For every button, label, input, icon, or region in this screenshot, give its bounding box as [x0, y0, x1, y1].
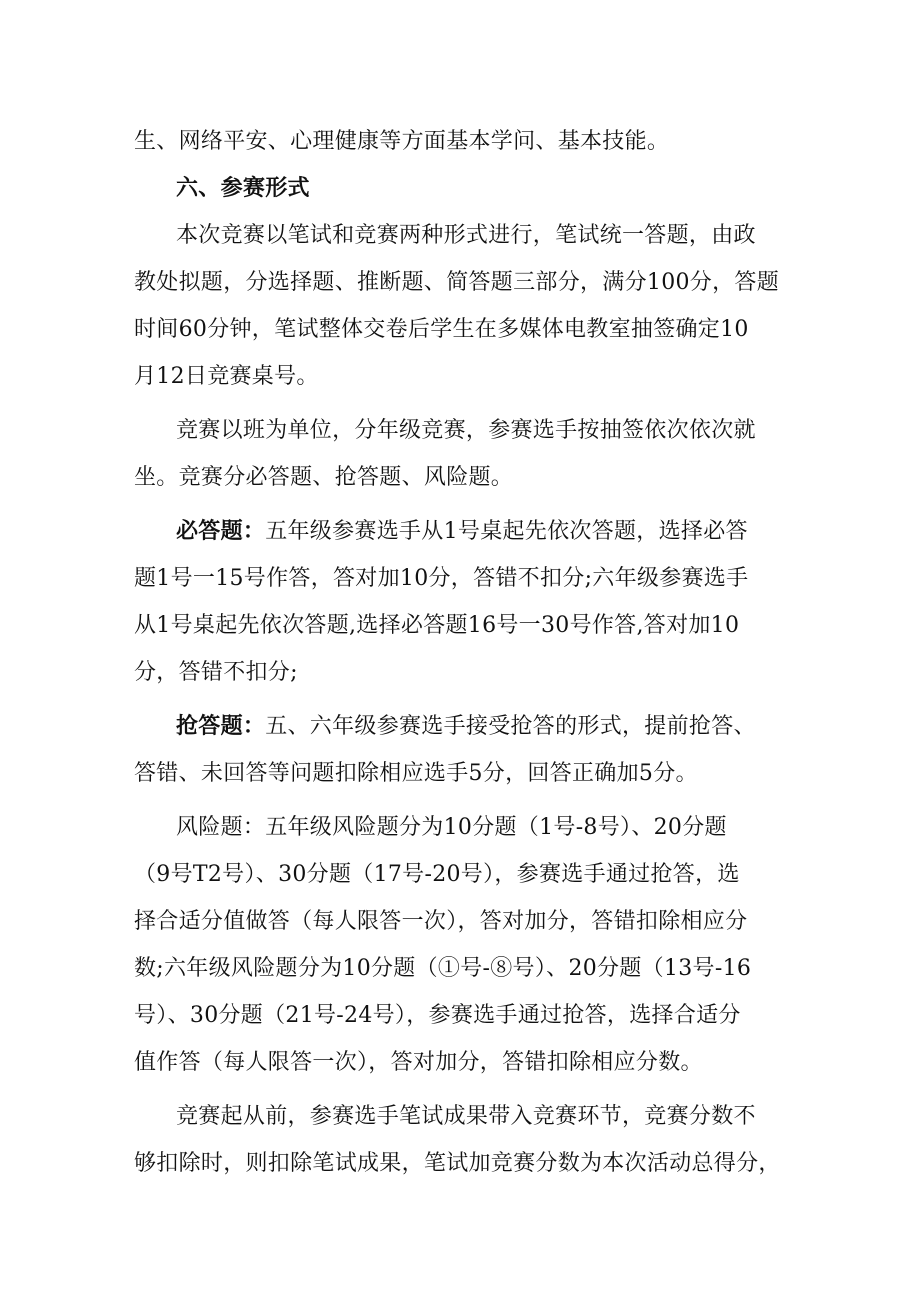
text-line: 值作答（每人限答一次），答对加分，答错扣除相应分数。 — [134, 1050, 703, 1075]
text-line: 本次竞赛以笔试和竞赛两种形式进行，笔试统一答题，由政 — [176, 223, 756, 248]
text-line: 号）、30分题（21号-24号），参赛选手通过抢答，选择合适分 — [134, 1003, 741, 1028]
text-line: 数;六年级风险题分为10分题（①号-⑧号）、20分题（13号-16 — [134, 956, 752, 981]
text-line: 够扣除时，则扣除笔试成果，笔试加竞赛分数为本次活动总得分， — [134, 1151, 781, 1176]
text-line: 从1号桌起先依次答题,选择必答题16号一30号作答,答对加10 — [134, 613, 740, 638]
text-line: （9号T2号）、30分题（17号-20号），参赛选手通过抢答，选 — [134, 862, 740, 887]
paragraph-gap — [134, 1086, 794, 1093]
text-line: 时间60分钟，笔试整体交卷后学生在多媒体电教室抽签确定10 — [134, 317, 749, 342]
text-line: 教处拟题，分选择题、推断题、简答题三部分，满分100分，答题 — [134, 270, 779, 295]
paragraph-gap — [134, 696, 794, 703]
paragraph-gap — [134, 501, 794, 508]
text-line: 竞赛以班为单位，分年级竞赛，参赛选手按抽签依次依次就 — [176, 418, 756, 443]
text-line: 竞赛起从前，参赛选手笔试成果带入竞赛环节，竞赛分数不 — [176, 1104, 756, 1129]
text-line — [134, 703, 794, 750]
paragraph-continued — [134, 118, 794, 165]
paragraph-competition — [134, 407, 794, 501]
text-segment: 五、六年级参赛选手接受抢答的形式，提前抢答、 — [265, 714, 756, 739]
paragraph-required-questions — [134, 508, 794, 696]
paragraph-buzzer-questions — [134, 703, 794, 797]
required-questions-label: 必答题： — [176, 519, 266, 544]
paragraph-gap — [134, 797, 794, 804]
text-line: 择合适分值做答（每人限答一次），答对加分，答错扣除相应分 — [134, 909, 748, 934]
section-heading: 六、参赛形式 — [176, 176, 310, 201]
paragraph-scoring — [134, 1093, 794, 1187]
text-line: 生、网络平安、心理健康等方面基本学问、基本技能。 — [134, 129, 670, 154]
paragraph-risk-questions — [134, 804, 794, 1086]
text-line: 坐。竞赛分必答题、抢答题、风险题。 — [134, 465, 514, 490]
text-line — [134, 508, 794, 555]
text-line: 分，答错不扣分; — [134, 660, 298, 685]
document-body — [134, 118, 794, 1187]
buzzer-questions-label: 抢答题： — [176, 714, 266, 739]
paragraph-written-test — [134, 212, 794, 400]
text-line: 答错、未回答等问题扣除相应选手5分，回答正确加5分。 — [134, 761, 698, 786]
text-line: 题1号一15号作答，答对加10分，答错不扣分;六年级参赛选手 — [134, 566, 749, 591]
paragraph-gap — [134, 400, 794, 407]
text-line: 月12日竞赛桌号。 — [134, 364, 319, 389]
text-segment: 五年级参赛选手从1号桌起先依次答题，选择必答 — [265, 519, 748, 544]
text-line: 风险题：五年级风险题分为10分题（1号-8号）、20分题 — [176, 815, 727, 840]
